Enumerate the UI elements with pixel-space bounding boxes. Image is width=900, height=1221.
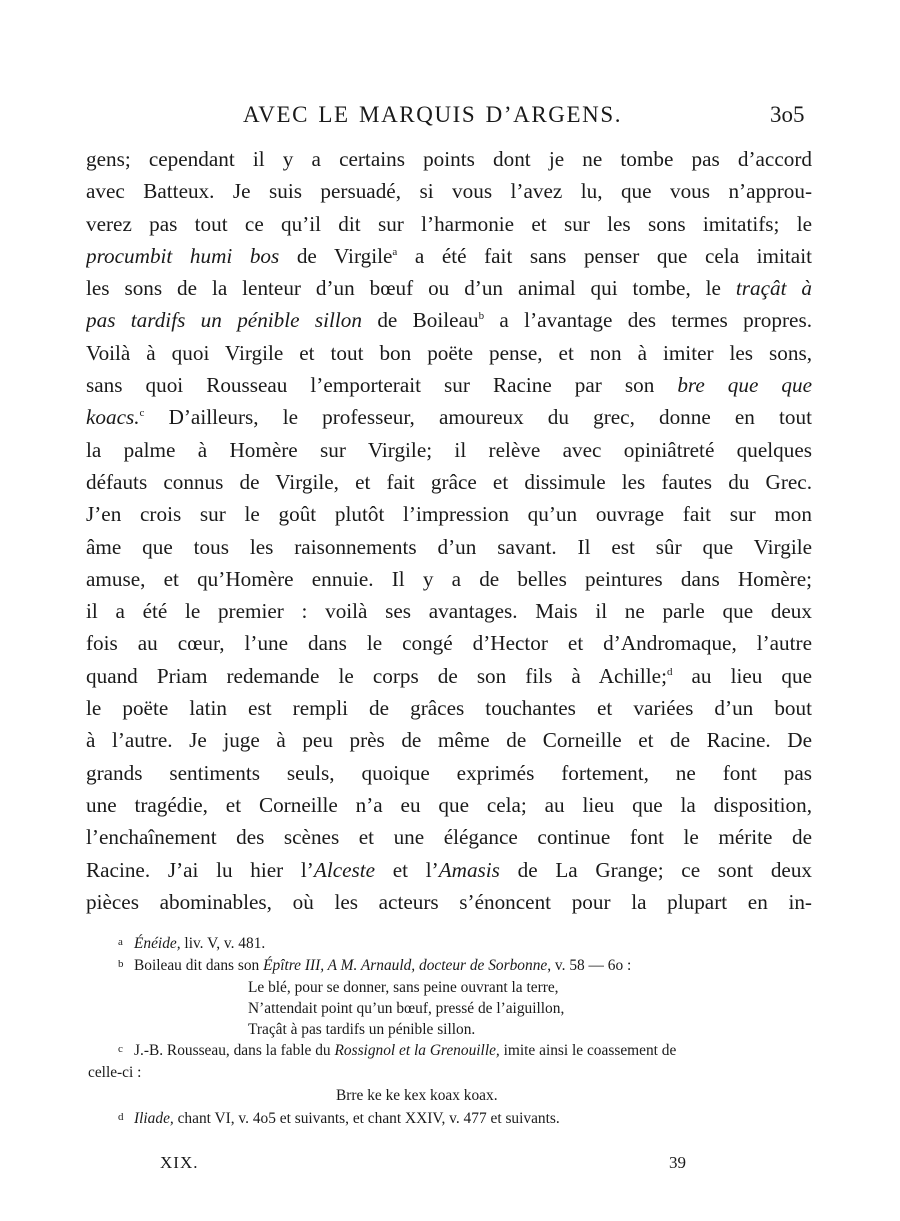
text-line: gens; cependant il y a certains points dont je ne tombe pas d’accord [86, 147, 812, 171]
footnote-text: celle-ci : [88, 1064, 142, 1081]
verse-line [118, 1019, 818, 1040]
verse-line [118, 977, 818, 998]
footnote-text: Boileau dit dans son Épître III, A M. Arnauld, docteur de Sorbonne, v. 58 — 6o : [134, 957, 632, 974]
footnote-text: Iliade, chant VI, v. 4o5 et suivants, et chant XXIV, v. 477 et suivants. [134, 1110, 560, 1127]
text-line: fois au cœur, l’une dans le congé d’Hector et d’Andromaque, l’autre [86, 631, 812, 656]
text-line: sans quoi Rousseau l’emporterait sur Racine par son bre que que [86, 373, 812, 398]
text-line: à l’autre. Je juge à peu près de même de Corneille et de Racine. De [86, 728, 812, 753]
text-line: une tragédie, et Corneille n’a eu que cela; au lieu que la disposition, [86, 792, 812, 817]
text-line: koacs.$^c$ D’ailleurs, le professeur, amoureux du grec, donne en tout [86, 405, 812, 430]
footnotes [88, 933, 818, 1130]
footnote-b [118, 955, 818, 977]
text-line: la palme à Homère sur Virgile; il relève avec opiniâtreté quelques [86, 437, 812, 462]
footnote-a [118, 933, 818, 955]
text-line: procumbit humi bos de Virgile$^a$ a été fait sans penser que cela imitait [86, 243, 812, 268]
text-line: âme que tous les raisonnements d’un savant. Il est sûr que Virgile [86, 534, 812, 559]
text-line: verez pas tout ce qu’il dit sur l’harmonie et sur les sons imitatifs; le [86, 211, 812, 236]
leaf-number: 39 [669, 1153, 686, 1172]
text-line: avec Batteux. Je suis persuadé, si vous l’avez lu, que vous n’approu- [86, 179, 812, 204]
footnote-mark: d [118, 1111, 124, 1123]
text-line: Racine. J’ai lu hier l’Alceste et l’Amasis de La Grange; ce sont deux [86, 857, 812, 882]
text-line: le poëte latin est rempli de grâces touchantes et variées d’un bout [86, 696, 812, 721]
footnote-d [118, 1108, 818, 1130]
verse-text: Le blé, pour se donner, sans peine ouvrant la terre, [248, 979, 559, 996]
footnote-mark: c [118, 1043, 123, 1055]
text-line: Voilà à quoi Virgile et tout bon poëte pense, et non à imiter les sons, [86, 340, 812, 365]
running-header [0, 98, 900, 134]
text-line: pièces abominables, où les acteurs s’énoncent pour la plupart en in- [86, 889, 812, 914]
text-line: l’enchaînement des scènes et une élégance continue font le mérite de [86, 825, 812, 850]
verse-text: Brre ke ke kex koax koax. [336, 1087, 498, 1104]
main-text [86, 143, 812, 918]
text-line: les sons de la lenteur d’un bœuf ou d’un animal qui tombe, le traçât à [86, 276, 812, 301]
footnote-text: J.-B. Rousseau, dans la fable du Rossignol et la Grenouille, imite ainsi le coassement de [134, 1042, 677, 1059]
verse-line [118, 1084, 818, 1108]
text-line: J’en crois sur le goût plutôt l’impression qu’un ouvrage fait sur mon [86, 502, 812, 527]
footnote-continuation [88, 1062, 818, 1084]
text-line: il a été le premier : voilà ses avantages. Mais il ne parle que deux [86, 599, 812, 624]
text-line: amuse, et qu’Homère ennuie. Il y a de belles peintures dans Homère; [86, 566, 812, 591]
footnote-c [118, 1040, 818, 1062]
verse-text: N’attendait point qu’un bœuf, pressé de l’aiguillon, [248, 1000, 565, 1017]
signature-mark: XIX. [160, 1153, 199, 1172]
footnote-mark: b [118, 958, 124, 970]
text-line: grands sentiments seuls, quoique exprimés fortement, ne font pas [86, 760, 812, 785]
text-line: quand Priam redemande le corps de son fils à Achille;$^d$ au lieu que [86, 663, 812, 688]
running-title: AVEC LE MARQUIS D’ARGENS. [243, 102, 623, 127]
footnote-mark: a [118, 936, 123, 948]
verse-text: Traçât à pas tardifs un pénible sillon. [248, 1021, 476, 1038]
text-line: pas tardifs un pénible sillon de Boileau$^b$ a l’avantage des termes propres. [86, 308, 812, 333]
footnote-text: Énéide, liv. V, v. 481. [134, 935, 266, 952]
text-line: défauts connus de Virgile, et fait grâce et dissimule les fautes du Grec. [86, 469, 812, 494]
verse-line [118, 998, 818, 1019]
page-number: 3o5 [770, 102, 805, 127]
page-footer [0, 1153, 900, 1183]
